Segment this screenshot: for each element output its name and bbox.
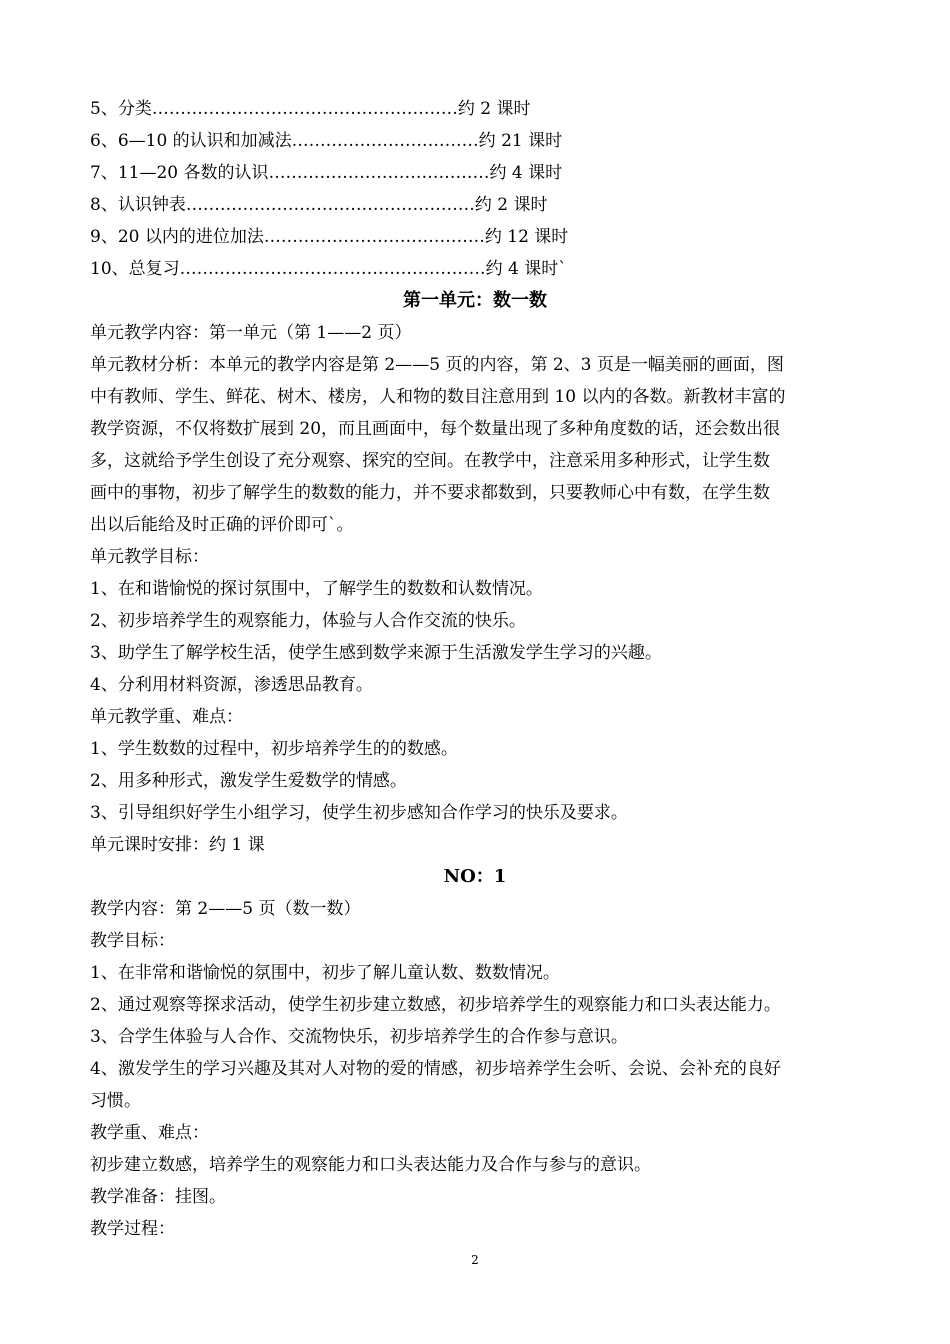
lesson-title: NO：1 <box>443 866 507 887</box>
lesson-content: 教学内容：第 2——5 页（数一数） <box>90 899 361 919</box>
toc-item: 5、分类………………………………………………约 2 课时 <box>90 99 531 119</box>
unit-key-label: 单元教学重、难点： <box>90 707 243 727</box>
unit-goal-item: 2、初步培养学生的观察能力，体验与人合作交流的快乐。 <box>90 611 526 631</box>
unit-analysis-line: 教学资源，不仅将数扩展到 20，而且画面中，每个数量出现了多种角度数的话，还会数出很 <box>90 419 781 439</box>
toc-item: 7、11—20 各数的认识…………………………………约 4 课时 <box>90 163 563 183</box>
unit-analysis-line: 多，这就给予学生创设了充分观察、探究的空间。在教学中，注意采用多种形式，让学生数 <box>90 451 770 471</box>
unit-key-item: 1、学生数数的过程中，初步培养学生的的数感。 <box>90 739 458 759</box>
unit-key-item: 2、用多种形式，激发学生爱数学的情感。 <box>90 771 407 791</box>
toc-item: 10、总复习………………………………………………约 4 课时` <box>90 259 567 279</box>
lesson-goal-item: 1、在非常和谐愉悦的氛围中，初步了解儿童认数、数数情况。 <box>90 963 560 983</box>
lesson-goals-label: 教学目标： <box>90 931 175 951</box>
lesson-goal-item: 2、通过观察等探求活动，使学生初步建立数感，初步培养学生的观察能力和口头表达能力。 <box>90 995 781 1015</box>
lesson-key-label: 教学重、难点： <box>90 1123 209 1143</box>
toc-item: 6、6—10 的认识和加减法……………………………约 21 课时 <box>90 131 563 151</box>
unit-goal-item: 3、助学生了解学校生活，使学生感到数学来源于生活激发学生学习的兴趣。 <box>90 643 662 663</box>
unit-analysis-line: 画中的事物，初步了解学生的数数的能力，并不要求都数到，只要教师心中有数，在学生数 <box>90 483 770 503</box>
unit-content: 单元教学内容：第一单元（第 1——2 页） <box>90 323 412 343</box>
unit-goal-item: 4、分利用材料资源，渗透思品教育。 <box>90 675 373 695</box>
page-number: 2 <box>471 1253 479 1267</box>
unit-goals-label: 单元教学目标： <box>90 547 209 567</box>
lesson-process-label: 教学过程： <box>90 1219 175 1239</box>
lesson-goal-item: 习惯。 <box>90 1091 141 1111</box>
unit-analysis-line: 中有教师、学生、鲜花、树木、楼房，人和物的数目注意用到 10 以内的各数。新教材丰富的 <box>90 387 786 407</box>
unit-schedule: 单元课时安排：约 1 课 <box>90 835 265 855</box>
toc-item: 8、认识钟表……………………………………………约 2 课时 <box>90 195 548 215</box>
toc-item: 9、20 以内的进位加法…………………………………约 12 课时 <box>90 227 569 247</box>
unit-key-item: 3、引导组织好学生小组学习，使学生初步感知合作学习的快乐及要求。 <box>90 803 628 823</box>
lesson-goal-item: 3、合学生体验与人合作、交流物快乐，初步培养学生的合作参与意识。 <box>90 1027 628 1047</box>
unit-title: 第一单元：数一数 <box>403 290 547 311</box>
lesson-key-text: 初步建立数感，培养学生的观察能力和口头表达能力及合作与参与的意识。 <box>90 1155 651 1175</box>
lesson-prep: 教学准备：挂图。 <box>90 1187 226 1207</box>
unit-analysis-line: 出以后能给及时正确的评价即可`。 <box>90 515 354 535</box>
lesson-goal-item: 4、激发学生的学习兴趣及其对人对物的爱的情感，初步培养学生会听、会说、会补充的良好 <box>90 1059 781 1079</box>
unit-analysis-line: 单元教材分析：本单元的教学内容是第 2——5 页的内容，第 2、3 页是一幅美丽的画面，图 <box>90 355 784 375</box>
unit-goal-item: 1、在和谐愉悦的探讨氛围中，了解学生的数数和认数情况。 <box>90 579 543 599</box>
